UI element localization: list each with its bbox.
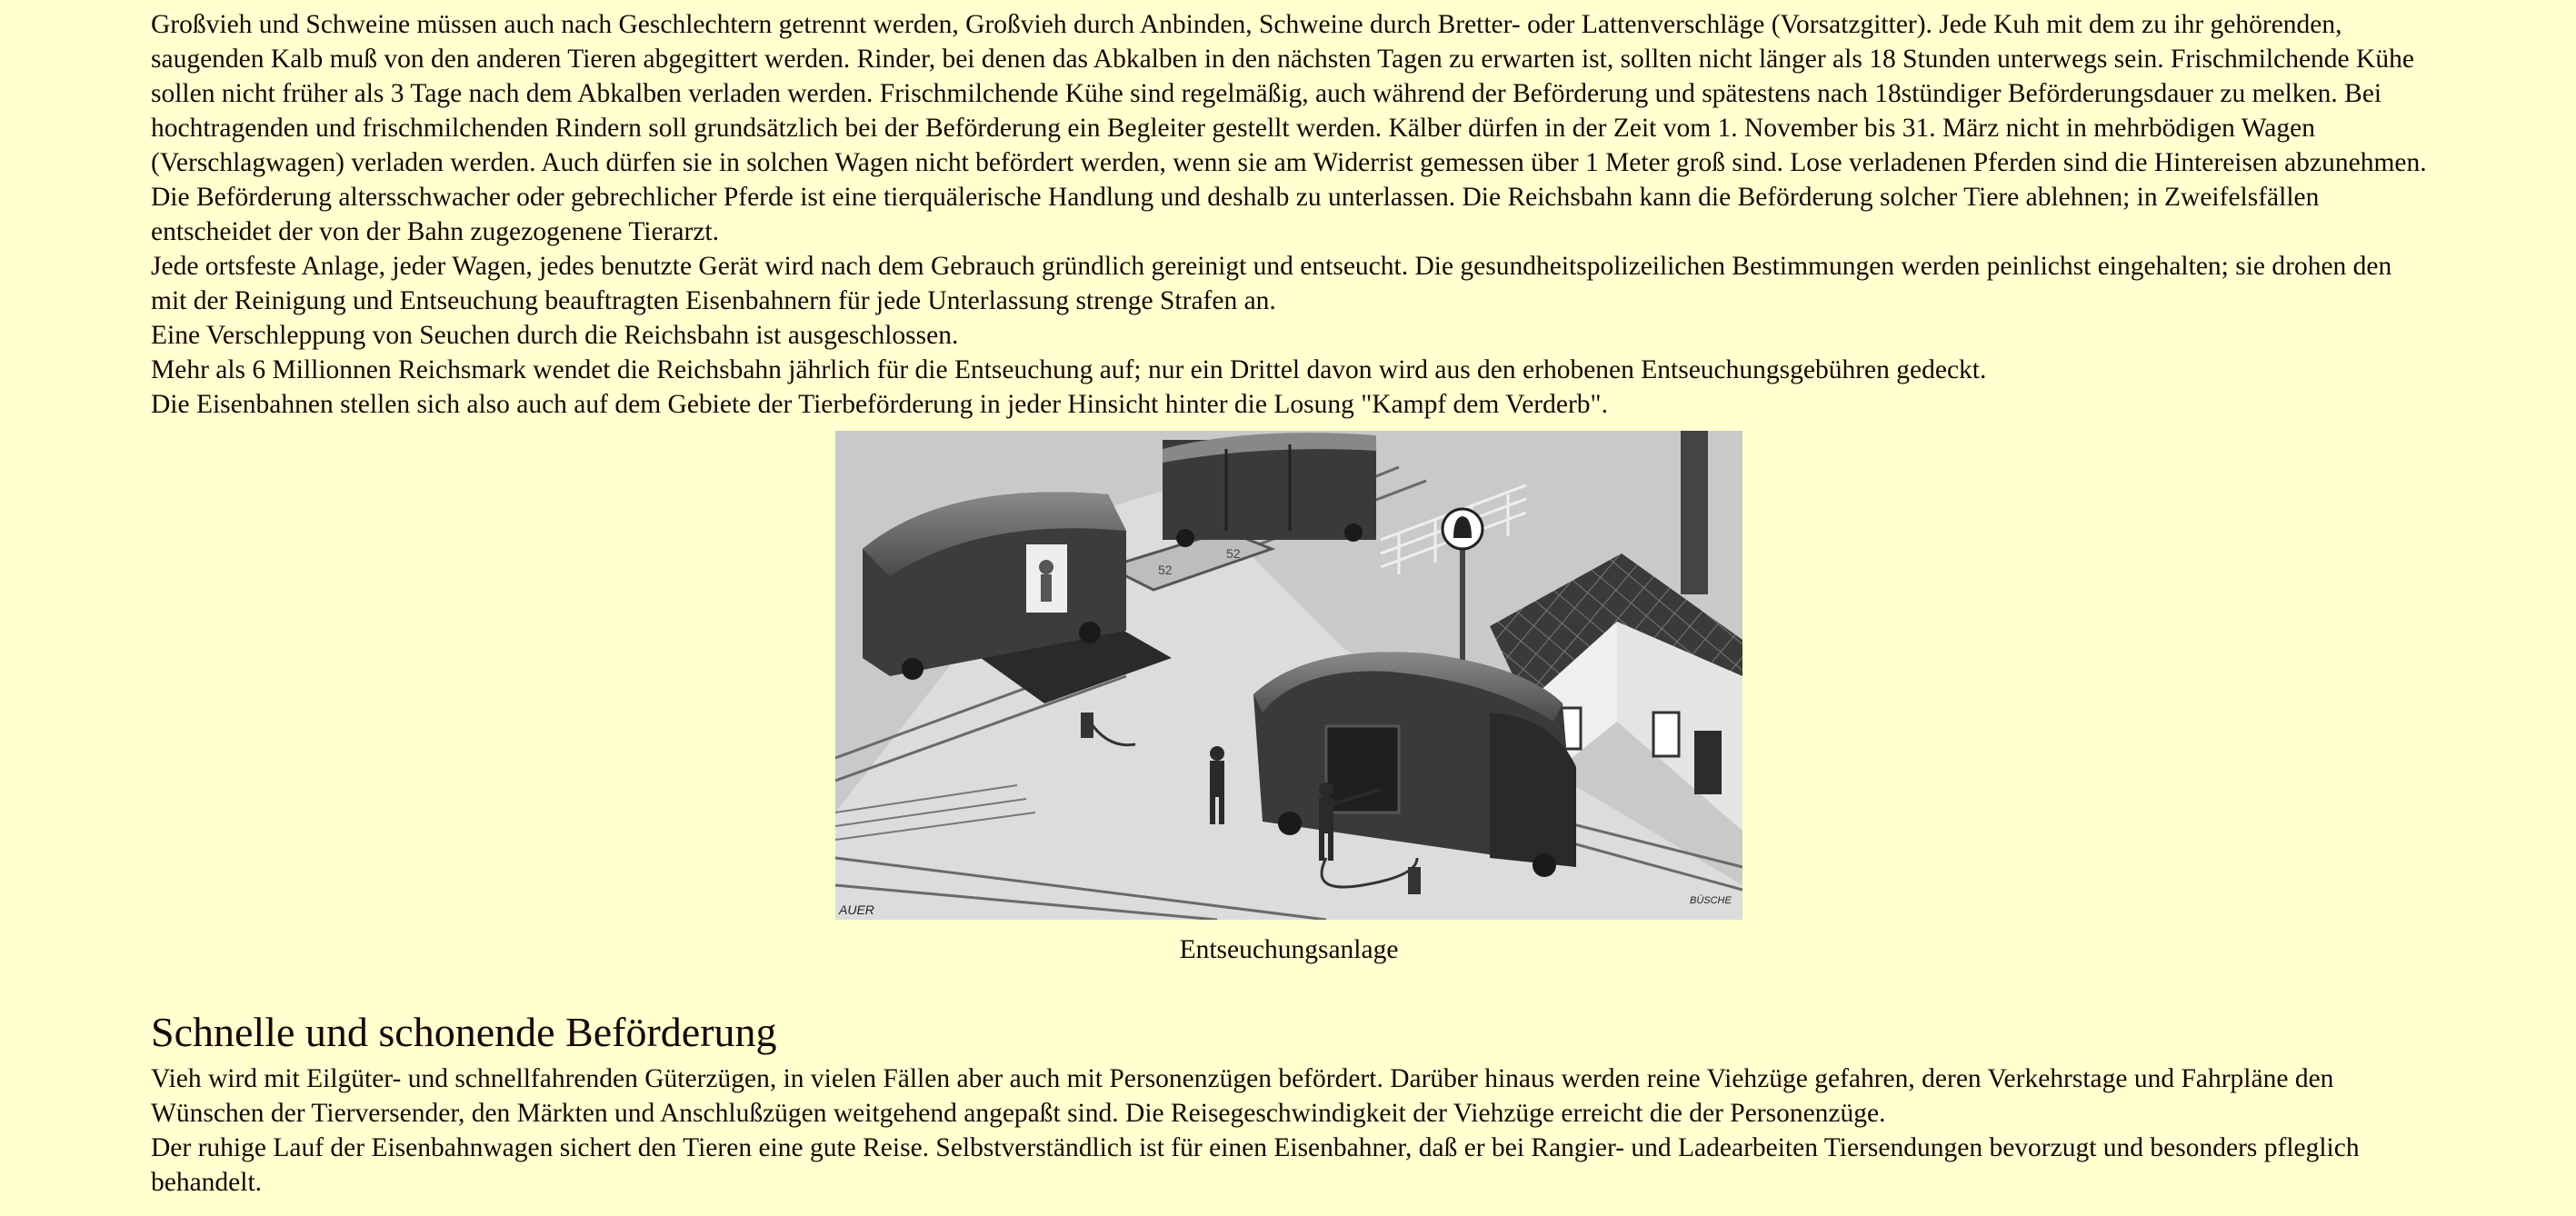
paragraph-costs: Mehr als 6 Millionnen Reichsmark wendet die Reichsbahn jährlich für die Entseuchung auf; nur ein Drittel davon wird aus den erhobenen Entseuchungsgebühren gedeckt. bbox=[151, 355, 1987, 384]
figure-caption: Entseuchungsanlage bbox=[1179, 935, 1399, 964]
paragraph-animal-separation: Großvieh und Schweine müssen auch nach Geschlechtern getrennt werden, Großvieh durch Anbinden, Schweine durch Bretter- oder Lattenverschläge (Vorsatzgitter). Jede Kuh mit dem zu ihr gehörenden, saugenden Kalb muß von den anderen Tieren abgegittert werden. Rinder, bei denen das Abkalben in den nächsten Tagen zu erwarten ist, sollten nicht länger als 18 Stunden unterwegs sein. Frischmilchende Kühe sollen nicht früher als 3 Tage nach dem Abkalben verladen werden. Frischmilchende Kühe sind regelmäßig, auch während der Beförderung und spätestens nach 18stündiger Beförderungsdauer zu melken. Bei hochtragenden und frischmilchenden Rindern soll grundsätzlich bei der Beförderung ein Begleiter gestellt werden. Kälber dürfen in der Zeit vom 1. November bis 31. März nicht in mehrbödigen Wagen (Verschlagwagen) verladen werden. Auch dürfen sie in solchen Wagen nicht befördert werden, wenn sie am Widerrist gemessen über 1 Meter groß sind. Lose verladenen Pferden sind die Hintereisen abzunehmen. Die Beförderung altersschwacher oder gebrechlicher Pferde ist eine tierquälerische Handlung und deshalb zu unterlassen. Die Reichsbahn kann die Beförderung solcher Tiere ablehnen; in Zweifelsfällen entscheidet der von der Bahn zugezogenene Tierarzt. bbox=[151, 10, 2427, 246]
section-heading: Schnelle und schonende Beförderung bbox=[151, 1009, 777, 1055]
figure bbox=[151, 431, 2427, 967]
paragraph-quiet-running: Der ruhige Lauf der Eisenbahnwagen sichert den Tieren eine gute Reise. Selbstverständlich ist für einen Eisenbahner, daß er bei Rangier- und Ladearbeiten Tiersendungen bevorzugt und besonders pfleglich behandelt. bbox=[151, 1133, 2360, 1197]
paragraph-no-epidemics: Eine Verschleppung von Seuchen durch die Reichsbahn ist ausgeschlossen. bbox=[151, 321, 959, 350]
document-page bbox=[151, 0, 2427, 1200]
signature-left: AUER bbox=[839, 902, 874, 917]
paragraph-slogan: Die Eisenbahnen stellen sich also auch auf dem Gebiete der Tierbeförderung in jeder Hinsicht hinter die Losung "Kampf dem Verderb". bbox=[151, 390, 1608, 419]
paragraph-cleaning: Jede ortsfeste Anlage, jeder Wagen, jedes benutzte Gerät wird nach dem Gebrauch gründlich gereinigt und entseucht. Die gesundheitspolizeilichen Bestimmungen werden peinlichst eingehalten; sie drohen den mit der Reinigung und Entseuchung beauftragten Eisenbahnern für jede Unterlassung strenge Strafen an. bbox=[151, 252, 2392, 315]
paragraph-transport-trains: Vieh wird mit Eilgüter- und schnellfahrenden Güterzügen, in vielen Fällen aber auch mit Personenzügen befördert. Darüber hinaus werden reine Viehzüge gefahren, deren Verkehrstage und Fahrpläne den Wünschen der Tierversender, den Märkten und Anschlußzügen weitgehend angepaßt sind. Die Reisegeschwindigkeit der Viehzüge erreicht die der Personenzüge. bbox=[151, 1064, 2334, 1128]
section-text bbox=[151, 1062, 2427, 1200]
intro-text bbox=[151, 0, 2427, 422]
signature-right: BÜSCHE bbox=[1690, 895, 1732, 906]
car-mark-right: 52 bbox=[1226, 546, 1241, 561]
car-mark-left: 52 bbox=[1158, 563, 1173, 577]
disinfection-facility-illustration bbox=[835, 431, 1742, 920]
